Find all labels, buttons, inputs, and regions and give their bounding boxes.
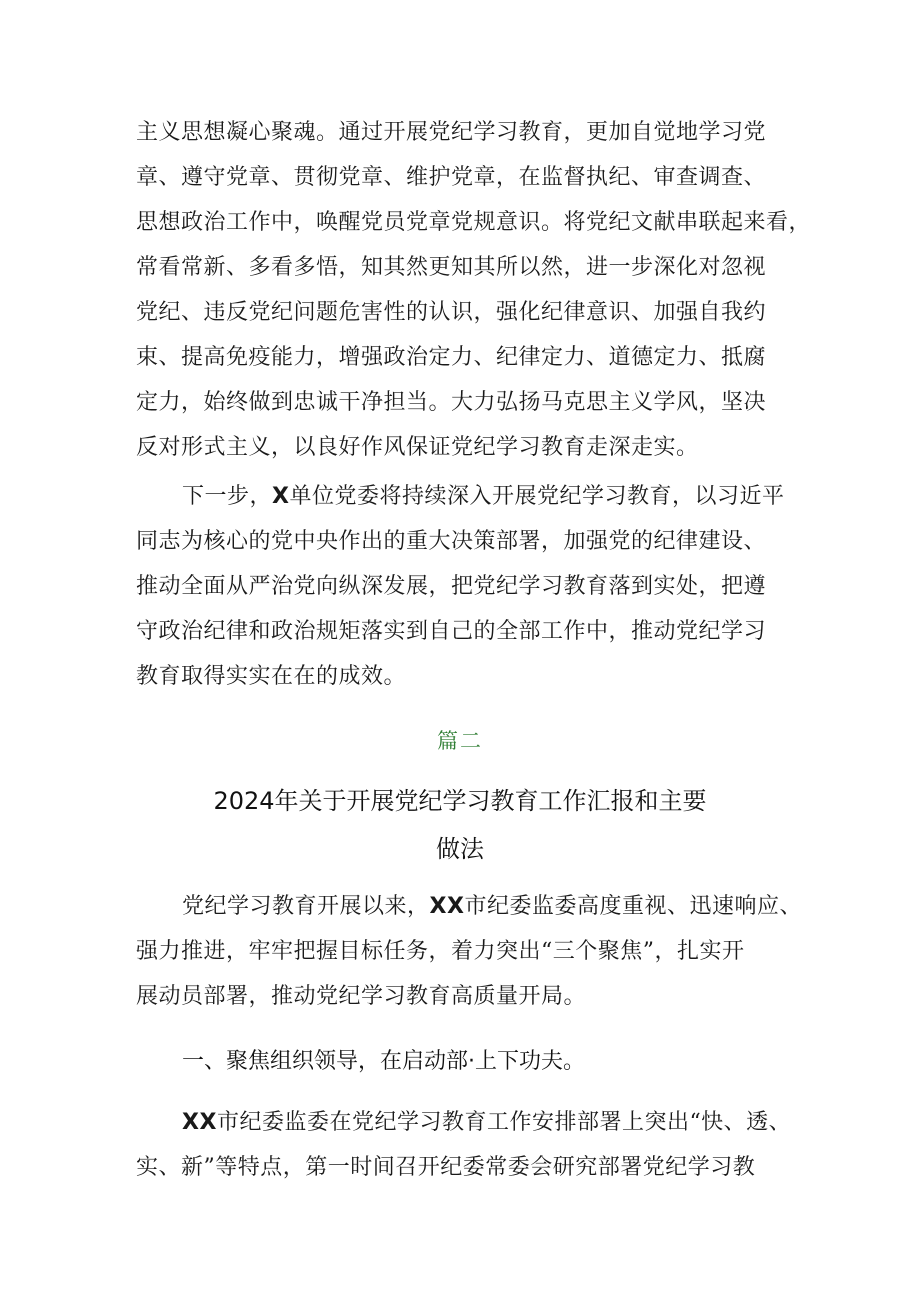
- text-line: 章、遵守党章、贯彻党章、维护党章，在监督执纪、审查调查、: [136, 165, 767, 190]
- text-line: 同志为核心的党中央作出的重大决策部署，加强党的纪律建设、: [136, 529, 767, 554]
- text-line: 主义思想凝心聚魂。通过开展党纪学习教育，更加自觉地学习党: [136, 120, 767, 145]
- paragraph-intro: [136, 884, 802, 1019]
- text-line: [136, 884, 802, 929]
- paragraph-body: [136, 1100, 796, 1190]
- text-fragment: 单位党委将持续深入开展党纪学习教育，以习近平: [289, 484, 785, 509]
- text-line: 定力，始终做到忠诚干净担当。大力弘扬马克思主义学风，坚决: [136, 390, 767, 415]
- text-line: 展动员部署，推动党纪学习教育高质量开局。: [136, 984, 587, 1009]
- city-placeholder: XX: [182, 1110, 217, 1135]
- text-line: [136, 474, 796, 519]
- text-line: 守政治纪律和政治规矩落实到自己的全部工作中，推动党纪学习: [136, 619, 767, 644]
- text-fragment: 下一步，: [182, 484, 273, 509]
- text-line: 实、新”等特点，第一时间召开纪委常委会研究部署党纪学习教: [136, 1155, 756, 1180]
- document-title-line2: 做法: [436, 835, 484, 863]
- paragraph-continued: [136, 110, 812, 470]
- text-line: [136, 1100, 796, 1145]
- document-title-line1: 2024年关于开展党纪学习教育工作汇报和主要: [213, 787, 707, 815]
- city-placeholder: XX: [429, 894, 465, 919]
- section-heading: 一、聚焦组织领导，在启动部·上下功夫。: [182, 1049, 585, 1074]
- text-line: 党纪、违反党纪问题危害性的认识，强化纪律意识、加强自我约: [136, 300, 767, 325]
- text-line: 常看常新、多看多悟，知其然更知其所以然，进一步深化对忽视: [136, 255, 767, 280]
- text-line: 强力推进，牢牢把握目标任务，着力突出“三个聚焦”，扎实开: [136, 939, 745, 964]
- text-line: 思想政治工作中，唤醒党员党章党规意识。将党纪文献串联起来看，: [136, 210, 812, 235]
- paragraph-next-step: [136, 474, 796, 699]
- section-label: 篇二: [437, 729, 483, 753]
- text-line: 教育取得实实在在的成效。: [136, 664, 407, 689]
- text-line: 束、提高免疫能力，增强政治定力、纪律定力、道德定力、抵腐: [136, 345, 767, 370]
- text-fragment: 党纪学习教育开展以来，: [182, 894, 430, 919]
- text-fragment: 市纪委监委高度重视、迅速响应、: [464, 894, 802, 919]
- text-fragment: 市纪委监委在党纪学习教育工作安排部署上突出“快、透、: [216, 1110, 792, 1135]
- unit-placeholder: X: [272, 484, 290, 509]
- text-line: 推动全面从严治党向纵深发展，把党纪学习教育落到实处，把遵: [136, 574, 767, 599]
- text-line: 反对形式主义，以良好作风保证党纪学习教育走深走实。: [136, 435, 699, 460]
